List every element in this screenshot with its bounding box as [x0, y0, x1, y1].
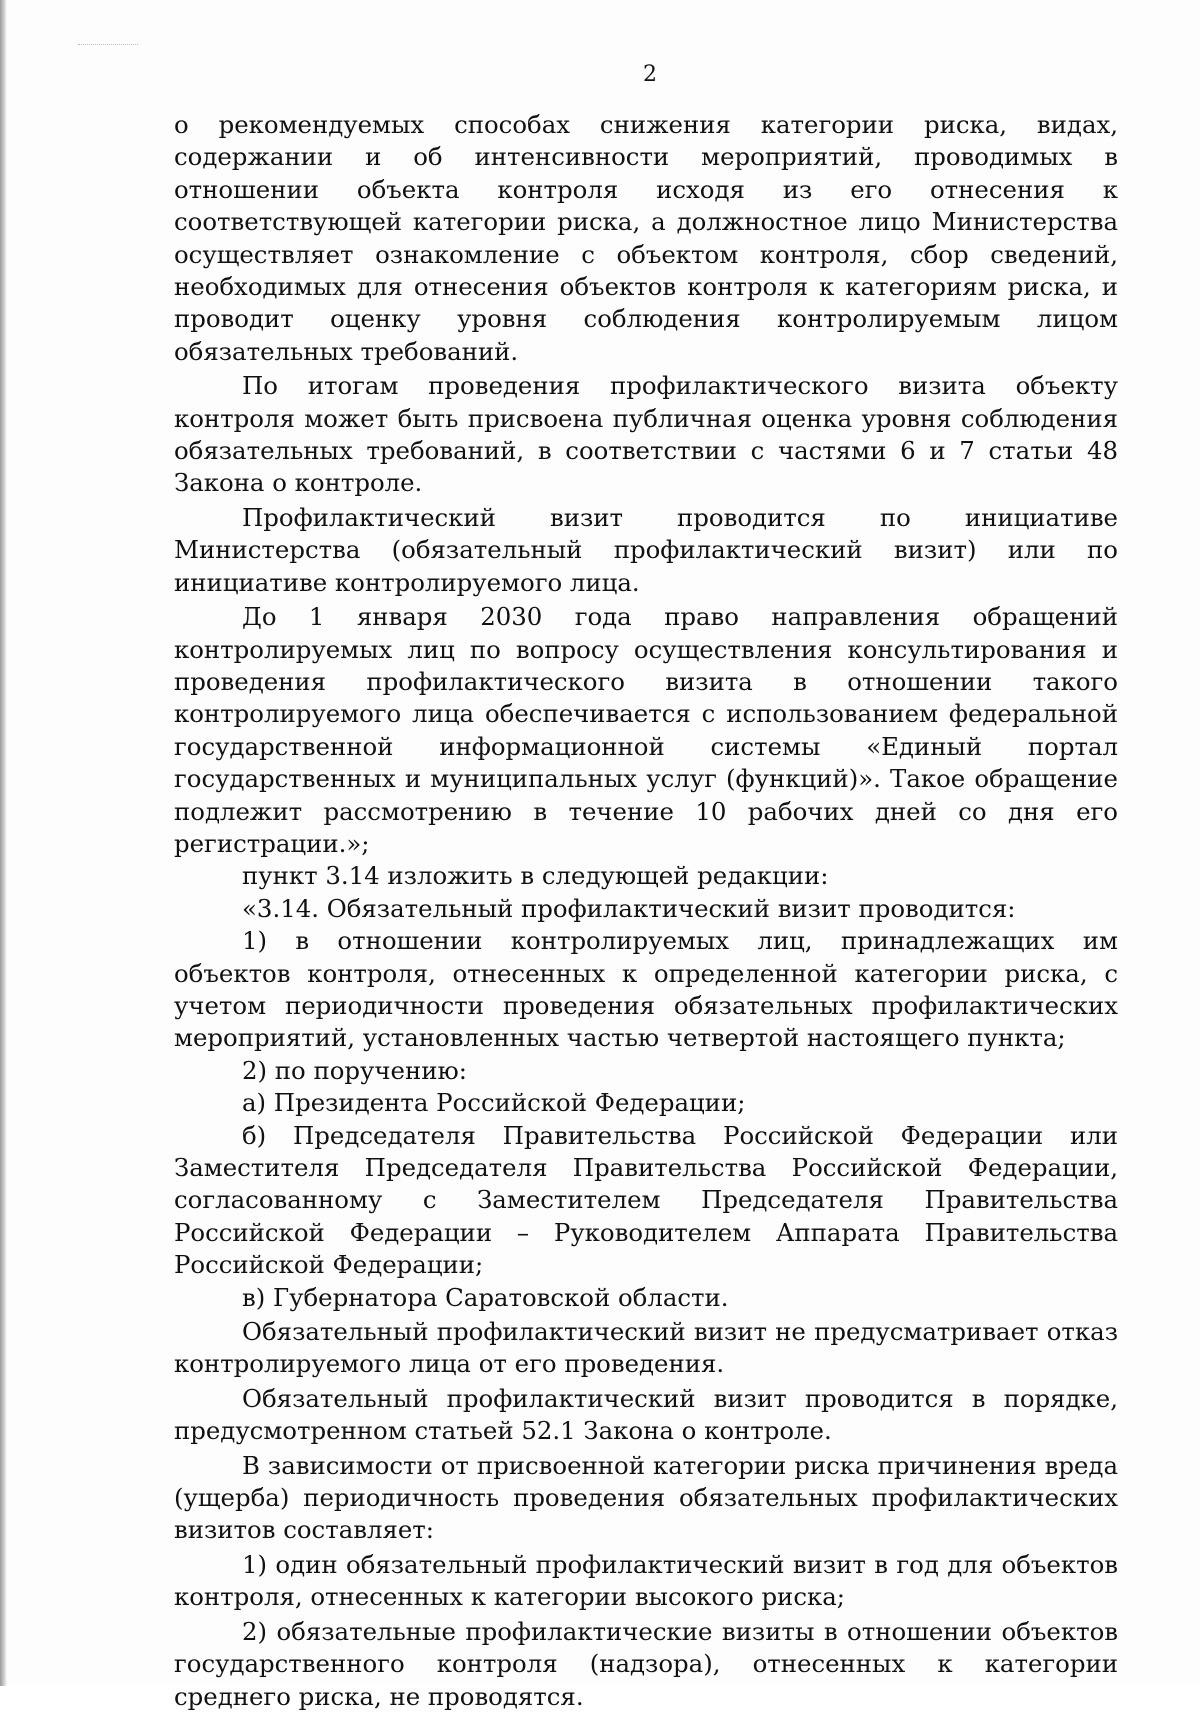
paragraph: По итогам проведения профилактического визита объекту контроля может быть присвоена публичная оценка уровня соблюдения обязательных требований, в соответствии с частями 6 и 7 статьи 48 Закона о контроле.: [174, 371, 1118, 498]
list-item: 2) обязательные профилактические визиты в отношении объектов государственного контроля (надзора), отнесенных к категории среднего риска, не проводятся.: [174, 1616, 1118, 1711]
paragraph: «3.14. Обязательный профилактический визит проводится:: [242, 893, 1016, 923]
list-item: б) Председателя Правительства Российской Федерации или Заместителя Председателя Правительства Российской Федерации, согласованному с Заместителем Председателя Правительства Российской Федерации – Руководителем Аппарата Правительства Российской Федерации;: [174, 1120, 1118, 1280]
list-item: а) Президента Российской Федерации;: [242, 1088, 746, 1118]
page-number: 2: [643, 62, 657, 87]
scan-edge-shadow: [0, 0, 7, 1686]
scan-artifact: [78, 44, 138, 47]
paragraph: о рекомендуемых способах снижения категории риска, видах, содержании и об интенсивности мероприятий, проводимых в отношении объекта контроля исходя из его отнесения к соответствующей категории риска, а должностное лицо Министерства осуществляет ознакомление с объектом контроля, сбор сведений, необходимых для отнесения объектов контроля к категориям риска, и проводит оценку уровня соблюдения контролируемым лицом обязательных требований.: [174, 110, 1118, 366]
paragraph: Обязательный профилактический визит проводится в порядке, предусмотренном статьей 52.1 Закона о контроле.: [174, 1383, 1118, 1446]
paragraph: Профилактический визит проводится по инициативе Министерства (обязательный профилактический визит) или по инициативе контролируемого лица.: [174, 502, 1118, 597]
list-item: 1) один обязательный профилактический визит в год для объектов контроля, отнесенных к категории высокого риска;: [174, 1549, 1118, 1612]
paragraph: пункт 3.14 изложить в следующей редакции:: [242, 861, 829, 891]
paragraph: В зависимости от присвоенной категории риска причинения вреда (ущерба) периодичность проведения обязательных профилактических визитов составляет:: [174, 1450, 1118, 1545]
paragraph: До 1 января 2030 года право направления обращений контролируемых лиц по вопросу осуществления консультирования и проведения профилактического визита в отношении такого контролируемого лица обеспечивается с использованием федеральной государственной информационной системы «Единый портал государственных и муниципальных услуг (функций)». Такое обращение подлежит рассмотрению в течение 10 рабочих дней со дня его регистрации.»;: [174, 602, 1118, 858]
document-body: [174, 109, 1118, 1713]
list-item: 1) в отношении контролируемых лиц, принадлежащих им объектов контроля, отнесенных к определенной категории риска, с учетом периодичности проведения обязательных профилактических мероприятий, установленных частью четвертой настоящего пункта;: [174, 926, 1118, 1053]
list-item: 2) по поручению:: [242, 1055, 467, 1085]
list-item: в) Губернатора Саратовской области.: [242, 1282, 729, 1312]
paragraph: Обязательный профилактический визит не предусматривает отказ контролируемого лица от его проведения.: [174, 1317, 1118, 1379]
